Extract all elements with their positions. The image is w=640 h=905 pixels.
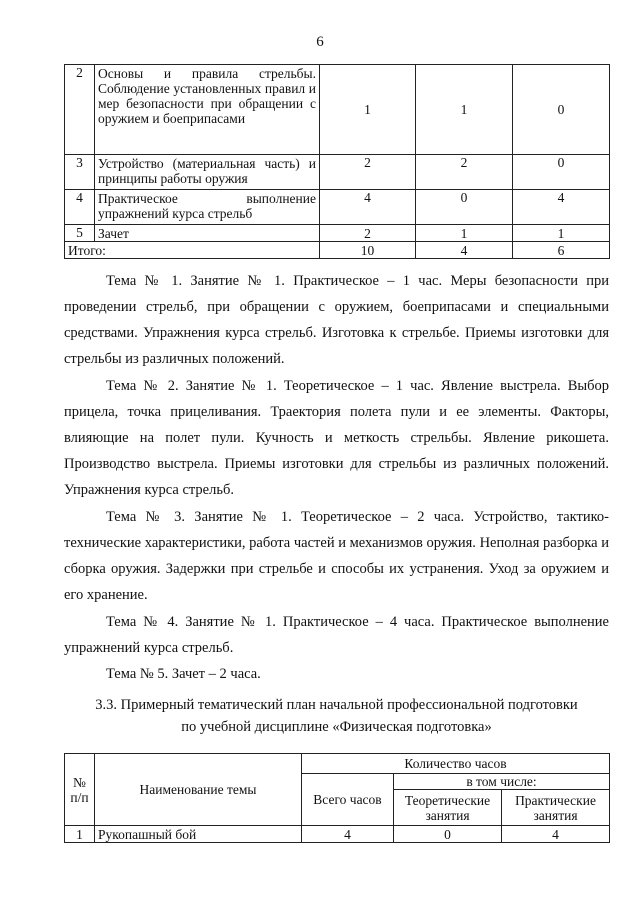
row-number: 1 [65,826,95,843]
total-hours: 2 [320,225,416,242]
topic-name: Рукопашный бой [95,826,302,843]
section-title-line1: 3.3. Примерный тематический план начальной профессиональной подготовки [95,697,578,713]
practice-hours: 4 [502,826,610,843]
physical-training-table [64,753,610,843]
theory-hours: 0 [416,190,513,225]
shooting-hours-table [64,64,610,259]
row-number: 5 [65,225,95,242]
practice-hours: 0 [513,155,610,190]
table-row [65,190,610,225]
topic-paragraph: Тема № 3. Занятие № 1. Теоретическое – 2 часа. Устройство, тактико-технические характеристики, работа частей и механизмов оружия. Неполная разборка и сборка оружия. Задержки при стрельбе и способы их устранения. Уход за оружием и его хранение. [64,509,609,603]
topic-name: Зачет [95,225,320,242]
header-practice: Практические занятия [502,790,610,826]
table-row [65,65,610,155]
summary-row [65,242,610,259]
header-hours: Количество часов [302,754,610,774]
row-number: 4 [65,190,95,225]
theory-hours: 1 [416,65,513,155]
topic-name: Устройство (материальная часть) и принципы работы оружия [95,155,320,190]
table-row [65,155,610,190]
practice-hours: 1 [513,225,610,242]
page-number: 6 [316,34,324,50]
row-number: 2 [65,65,95,155]
topic-name: Практическое выполнение упражнений курса стрельб [95,190,320,225]
table-row [65,826,610,843]
table-row [65,225,610,242]
practice-hours: 0 [513,65,610,155]
practice-hours: 6 [513,242,610,259]
theory-hours: 0 [394,826,502,843]
header-row [65,754,610,774]
topic-name: Основы и правила стрельбы. Соблюдение установленных правил и мер безопасности при обращении с оружием и боеприпасами [95,65,320,155]
header-num: № п/п [65,754,95,826]
section-title [64,694,609,738]
header-theory: Теоретические занятия [394,790,502,826]
theory-hours: 2 [416,155,513,190]
topic-paragraph: Тема № 2. Занятие № 1. Теоретическое – 1 час. Явление выстрела. Выбор прицела, точка прицеливания. Траектория полета пули и ее элементы. Факторы, влияющие на полет пули. Кучность и меткость стрельбы. Явление рикошета. Производство выстрела. Приемы изготовки для стрельбы из различных положений. Упражнения курса стрельб. [64,378,609,498]
theory-hours: 1 [416,225,513,242]
header-total: Всего часов [302,774,394,826]
topic-paragraph: Тема № 4. Занятие № 1. Практическое – 4 часа. Практическое выполнение упражнений курса стрельб. [64,614,609,656]
total-hours: 1 [320,65,416,155]
summary-label: Итого: [65,242,320,259]
total-hours: 4 [302,826,394,843]
total-hours: 2 [320,155,416,190]
header-name: Наименование темы [95,754,302,826]
total-hours: 10 [320,242,416,259]
topic-paragraph: Тема № 5. Зачет – 2 часа. [106,666,261,682]
topic-paragraph: Тема № 1. Занятие № 1. Практическое – 1 час. Меры безопасности при проведении стрельб, при обращении с оружием, боеприпасами и специальными средствами. Упражнения курса стрельб. Изготовка к стрельбе. Приемы изготовки для стрельбы из различных положений. [64,273,609,367]
theory-hours: 4 [416,242,513,259]
header-including: в том числе: [394,774,610,790]
practice-hours: 4 [513,190,610,225]
row-number: 3 [65,155,95,190]
total-hours: 4 [320,190,416,225]
section-title-line2: по учебной дисциплине «Физическая подготовка» [181,719,492,735]
